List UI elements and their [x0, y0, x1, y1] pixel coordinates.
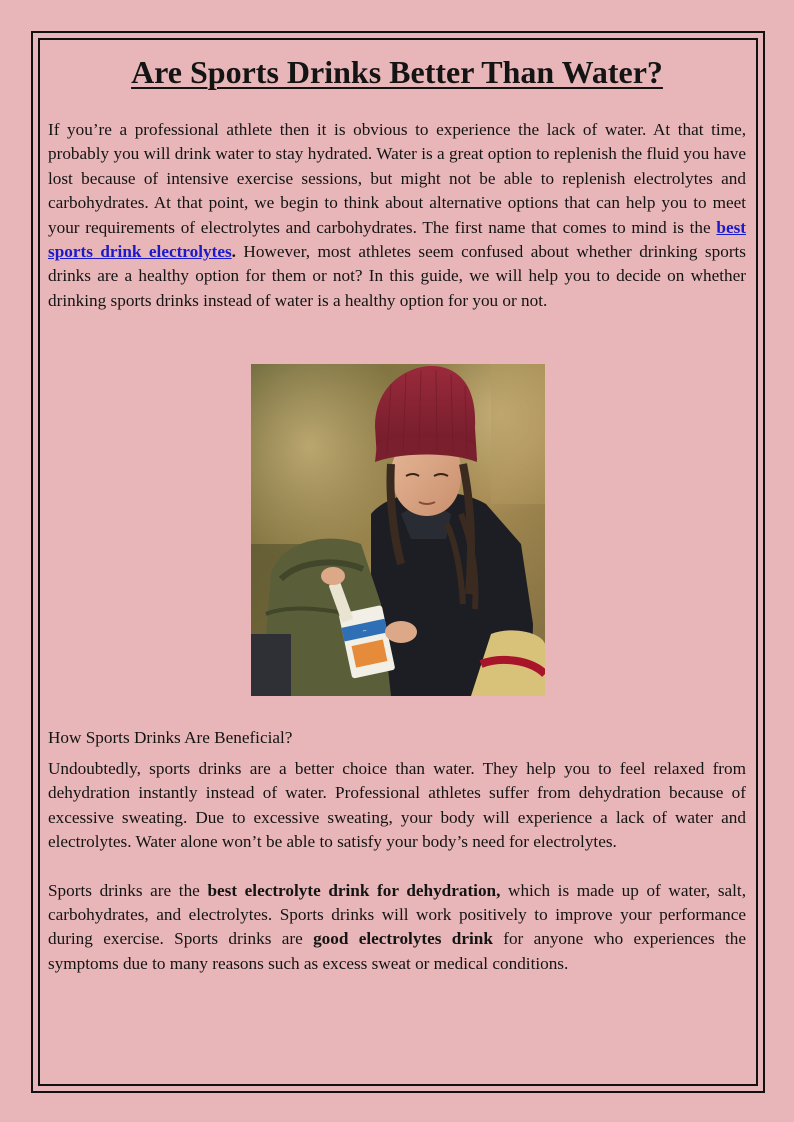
section-body	[48, 757, 746, 976]
svg-text:~: ~	[362, 627, 368, 636]
intro-link-punctuation: .	[231, 242, 236, 262]
best-sports-drink-electrolytes-link[interactable]: best sports drink electrolytes	[48, 217, 746, 262]
benefits-paragraph: Undoubtedly, sports drinks are a better choice than water. They help you to feel relaxed from dehydration instantly instead of water. Professional athletes suffer from dehydration because of excessive sweating. Due to excessive sweating, your body will experience a lack of water and electrolytes. Water alone won’t be able to satisfy your body’s need for electrolytes.	[48, 759, 746, 852]
electrolyte-text-2: which is made up of water, salt, carbohydrates, and electrolytes. Sports drinks will work positively to improve your performance during exercise. Sports drinks are	[48, 880, 746, 949]
electrolyte-bold-1: best electrolyte drink for dehydration,	[207, 880, 501, 900]
athlete-photo	[251, 364, 545, 696]
electrolyte-bold-2: good electrolytes drink	[313, 929, 493, 949]
intro-paragraph	[48, 118, 746, 313]
intro-text-start: If you’re a professional athlete then it is obvious to experience the lack of water. At that time, probably you will drink water to stay hydrated. Water is a great option to replenish the fluid you have lost because of intensive exercise sessions, but might not be able to replenish electrolytes and carbohydrates. At that point, we begin to think about alternative options that can help you to meet your requirements of electrolytes and carbohydrates. The first name that comes to mind is the	[48, 120, 746, 237]
electrolyte-text-1: Sports drinks are the	[48, 880, 208, 900]
page-title: Are Sports Drinks Better Than Water?	[131, 54, 663, 90]
athlete-photo-illustration	[251, 364, 545, 696]
intro-text-end: However, most athletes seem confused about whether drinking sports drinks are a healthy option for them or not? In this guide, we will help you to decide on whether drinking sports drinks instead of water is a healthy option for you or not.	[48, 242, 746, 310]
section-heading: How Sports Drinks Are Beneficial?	[48, 728, 293, 747]
electrolyte-text-3: for anyone who experiences the symptoms due to many reasons such as excess sweat or medical conditions.	[48, 929, 746, 973]
document-body	[48, 48, 746, 973]
electrolyte-paragraph	[48, 879, 746, 977]
